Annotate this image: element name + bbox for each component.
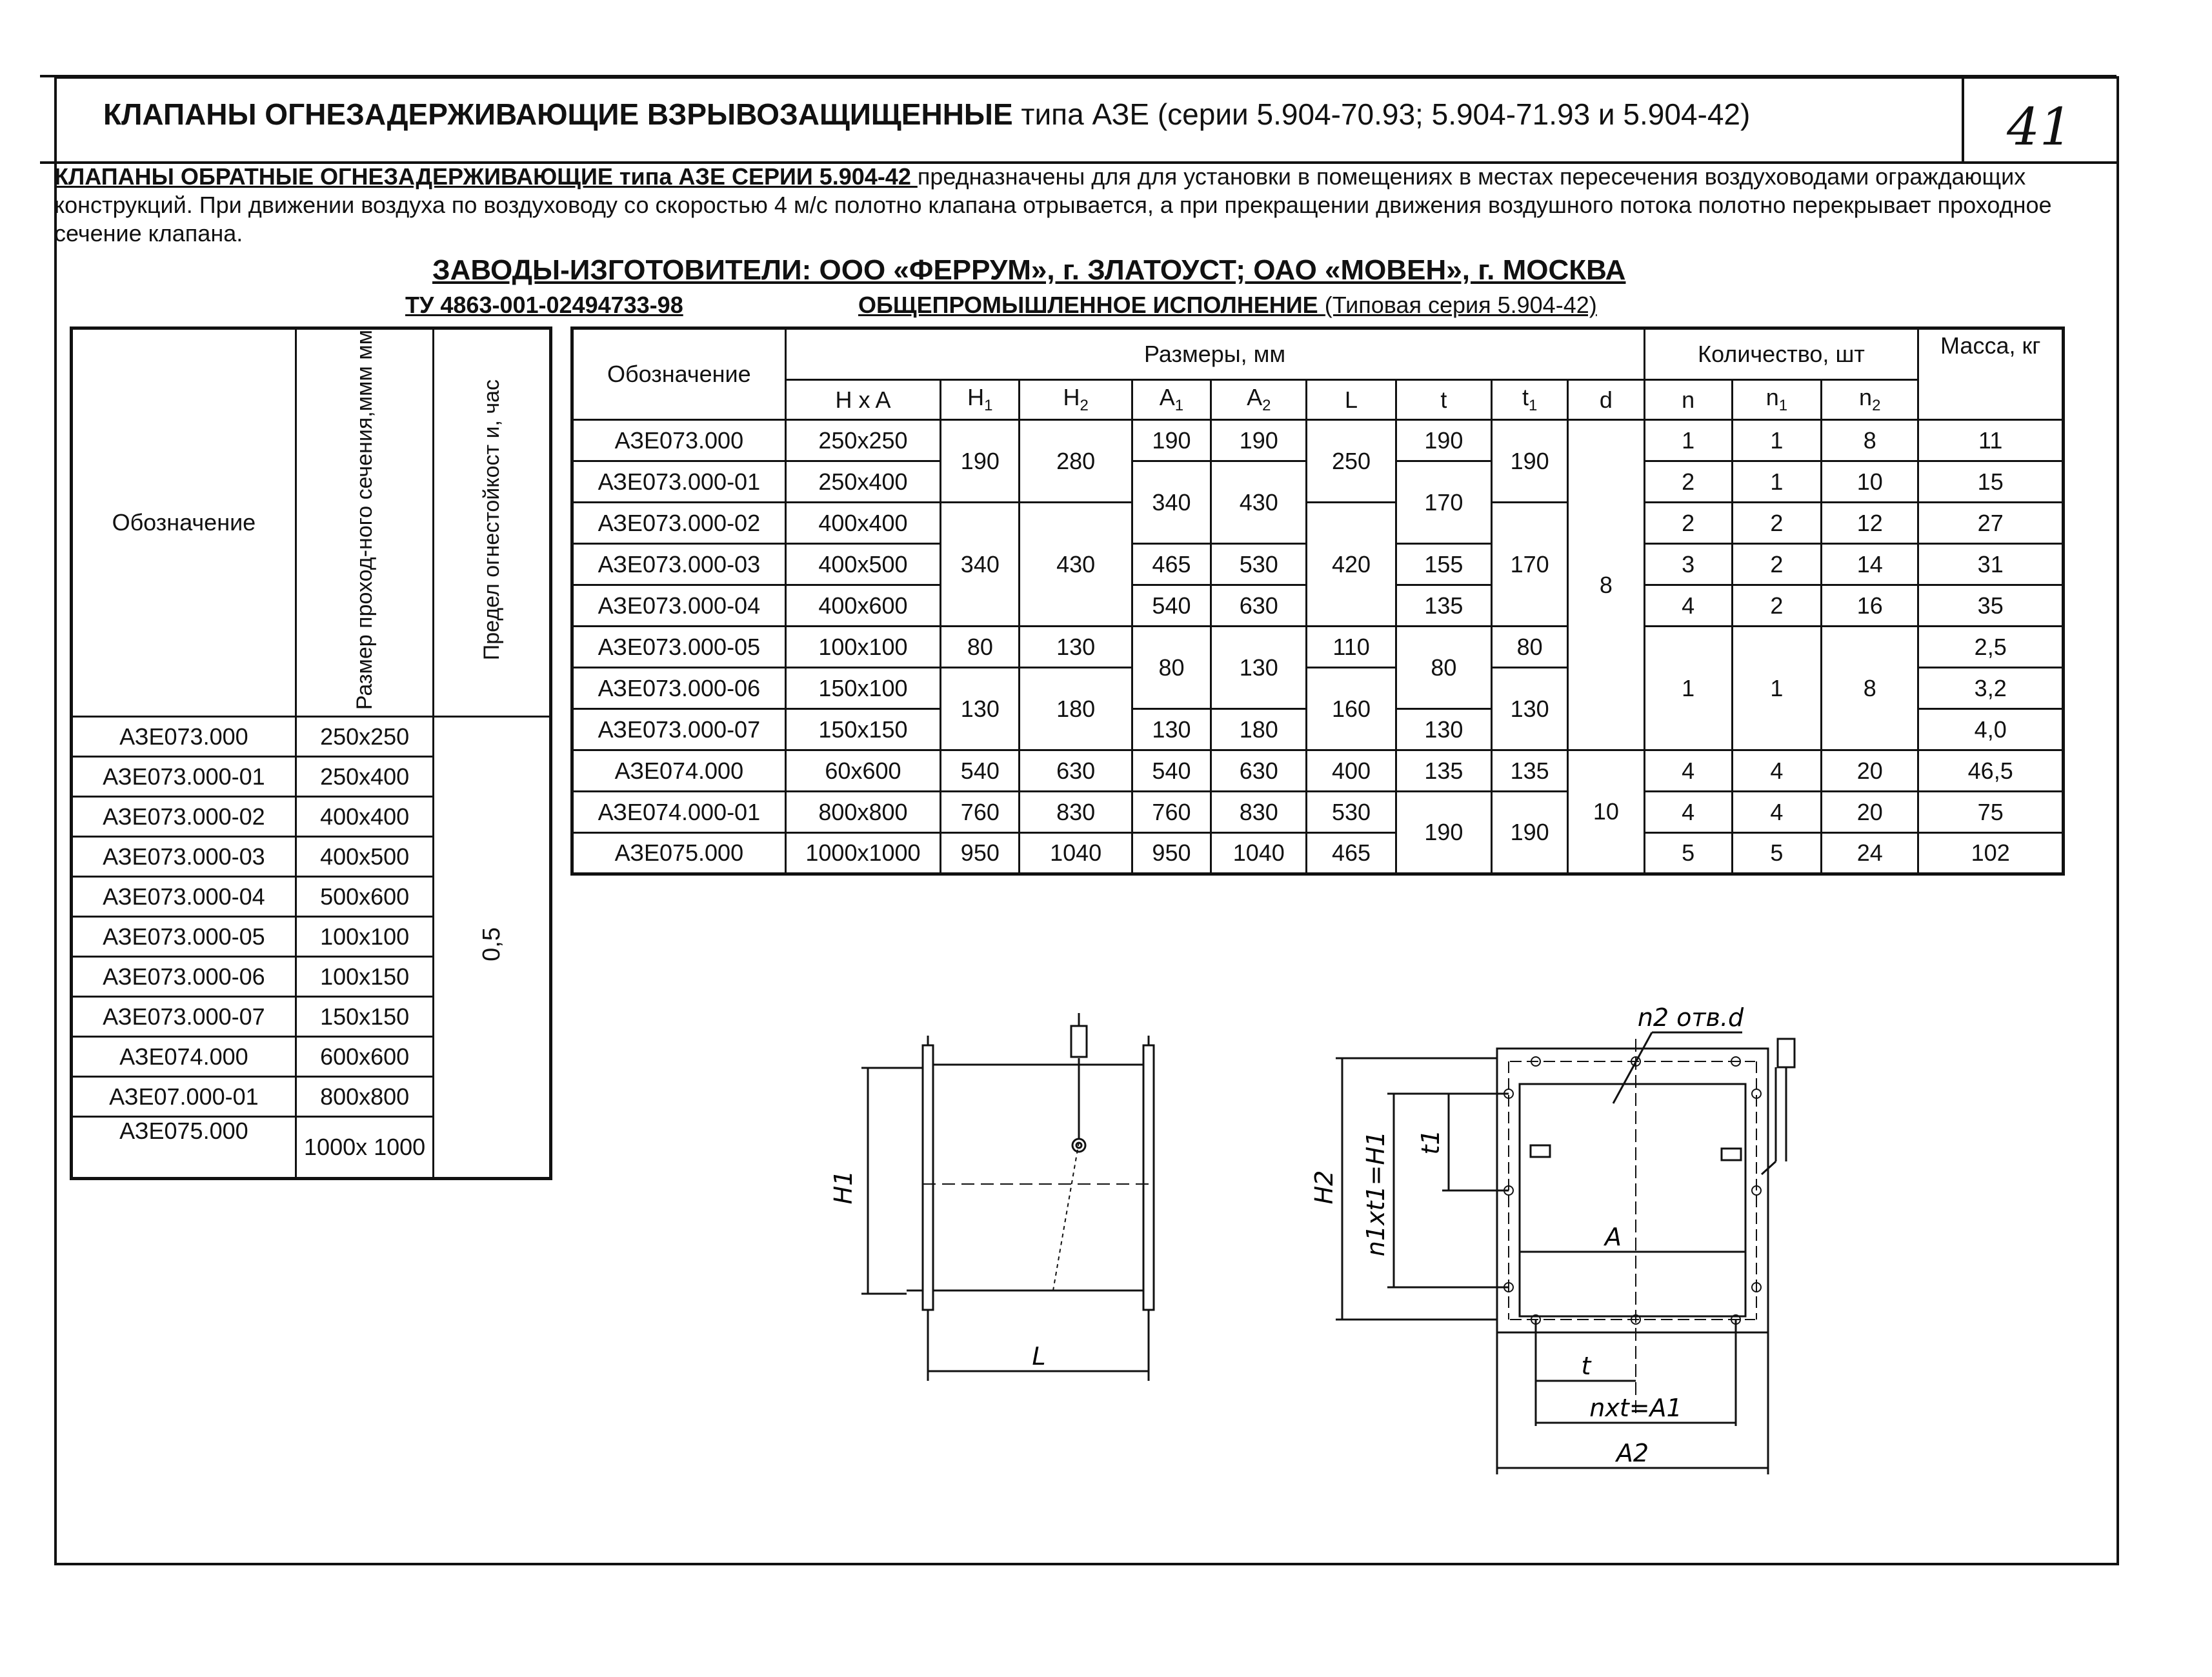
table-row: АЗЕ073.000 250x250 190 280 190 190 250 190 190 8 1 1 8 11 — [572, 420, 2064, 461]
header-quantity: Количество, шт — [1644, 328, 1918, 380]
table-row: АЗЕ074.000 60x600 540 630 540 630 400 135 135 10 4 4 20 46,5 — [572, 750, 2064, 792]
series-main: ОБЩЕПРОМЫШЛЕННОЕ ИСПОЛНЕНИЕ — [858, 292, 1325, 318]
h2-label: H2 — [1310, 1170, 1338, 1205]
table-row: АЗЕ073.000-05 100x100 — [72, 917, 551, 957]
t-label: t — [1581, 1352, 1591, 1380]
table-row: АЗЕ075.000 1000x 1000 — [72, 1117, 551, 1179]
holes-label: n2 отв.d — [1637, 1003, 1744, 1032]
description-text: предназначены для для установки в помещениях в местах пересечения воздуховодами ограждающих конструкций. При движении воздуха по воздуховоду со скоростью 4 м/с полотно клапана отрывается, а при прекращении движения воздушного потока полотно перекрывает проходное сечение клапана. — [54, 163, 2052, 246]
h1-label: H1 — [829, 1170, 858, 1205]
table-row: АЗЕ073.000-07 150x150 130 180 130 4,0 — [572, 709, 2064, 750]
table-row: АЗЕ073.000-02 400x400 340 430 420 170 2 2 12 27 — [572, 503, 2064, 544]
n1t1-label: n1xt1=H1 — [1362, 1130, 1390, 1257]
t1-label: t1 — [1416, 1129, 1445, 1155]
header-limit: Предел огнестойкост и, час — [434, 328, 551, 717]
title-type: типа АЗЕ (серии 5.904-70.93; 5.904-71.93 и 5.904-42) — [1021, 97, 1751, 131]
table-row: АЗЕ075.000 1000x1000 950 1040 950 1040 465 5 5 24 102 — [572, 833, 2064, 874]
table-row: АЗЕ073.000-03 400x500 — [72, 837, 551, 877]
nta1-label: nxt=A1 — [1589, 1394, 1682, 1422]
limit-value-cell: 0,5 — [434, 717, 551, 1179]
table-row: АЗЕ073.000-01 250x400 — [72, 757, 551, 797]
table-row: АЗЕ073.000-01 250x400 340 430 170 2 1 10 15 — [572, 461, 2064, 503]
a-label: A — [1605, 1223, 1622, 1251]
header-hxa: H x A — [785, 380, 941, 420]
header-designation: Обозначение — [72, 328, 296, 717]
header-n1: $n_1$ — [1732, 380, 1821, 420]
sheet-number: 41 — [2007, 97, 2073, 157]
header-n2: $n_2$ — [1822, 380, 1918, 420]
series-note: (Типовая серия 5.904-42) — [1324, 292, 1597, 318]
table-row: АЗЕ074.000-01 800x800 760 830 760 830 530 190 190 4 4 20 75 — [572, 792, 2064, 833]
table-row: АЗЕ074.000 600x600 — [72, 1037, 551, 1077]
header-t: t — [1396, 380, 1491, 420]
header-mass: Масса, кг — [1918, 328, 2064, 420]
table-row: АЗЕ073.000-05 100x100 80 130 80 130 110 80 80 1 1 8 2,5 — [572, 627, 2064, 668]
header-dimensions: Размеры, мм — [785, 328, 1644, 380]
header-h1: $H_1$ — [941, 380, 1020, 420]
header-t1: $t_1$ — [1492, 380, 1568, 420]
header-l: L — [1307, 380, 1396, 420]
table-row: АЗЕ073.000-04 400x600 540 630 135 4 2 16 35 — [572, 585, 2064, 627]
header-a1: $A_1$ — [1132, 380, 1211, 420]
description-lead: КЛАПАНЫ ОБРАТНЫЕ ОГНЕЗАДЕРЖИВАЮЩИЕ типа АЗЕ СЕРИИ 5.904-42 — [54, 163, 918, 190]
header-size: Размер проход-ного сечения,ммм мм — [296, 328, 434, 717]
table-row: АЗЕ073.000-04 500x600 — [72, 877, 551, 917]
header-a2: $A_2$ — [1211, 380, 1307, 420]
manufacturers: ЗАВОДЫ-ИЗГОТОВИТЕЛИ: ООО «ФЕРРУМ», г. ЗЛАТОУСТ; ОАО «МОВЕН», г. МОСКВА — [432, 254, 1626, 286]
header-h2: $H_2$ — [1020, 380, 1132, 420]
table-row: АЗЕ07.000-01 800x800 — [72, 1077, 551, 1117]
header-designation: Обозначение — [572, 328, 786, 420]
table-row: АЗЕ073.000-03 400x500 465 530 155 3 2 14 31 — [572, 544, 2064, 585]
header-n: n — [1644, 380, 1732, 420]
table-row: АЗЕ073.000 250x250 0,5 — [72, 717, 551, 757]
header-d: d — [1568, 380, 1644, 420]
table-row: АЗЕ073.000-06 100x150 — [72, 957, 551, 997]
front-view-drawing — [1336, 1032, 1795, 1474]
tu-code: ТУ 4863-001-02494733-98 — [405, 292, 683, 318]
table-row: АЗЕ073.000-06 150x100 130 180 160 130 3,2 — [572, 668, 2064, 709]
table-row: АЗЕ073.000-07 150x150 — [72, 997, 551, 1037]
title-main: КЛАПАНЫ ОГНЕЗАДЕРЖИВАЮЩИЕ ВЗРЫВОЗАЩИЩЕННЫЕ — [103, 97, 1021, 131]
side-view-drawing — [861, 1013, 1155, 1381]
l-label: L — [1032, 1342, 1046, 1371]
table-row: АЗЕ073.000-02 400x400 — [72, 797, 551, 837]
a2-label: A2 — [1616, 1439, 1649, 1467]
